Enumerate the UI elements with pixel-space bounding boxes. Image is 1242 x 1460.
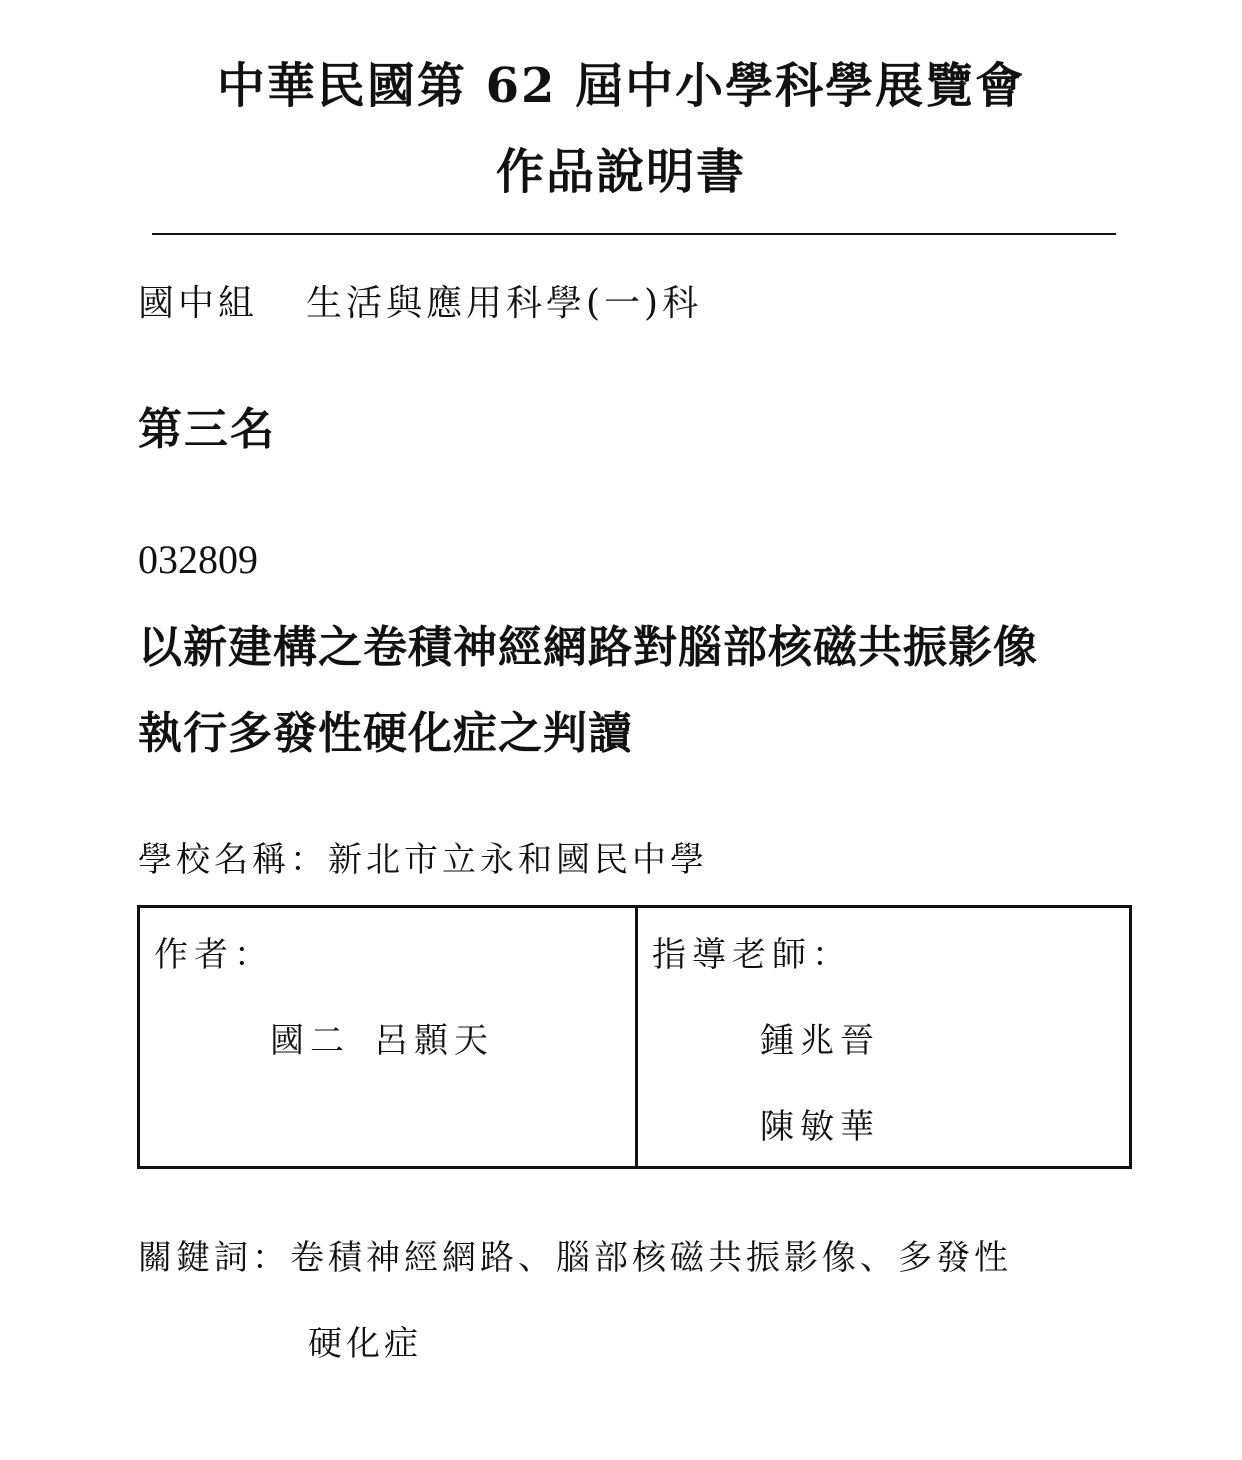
keywords-line-2: 硬化症 [308,1324,422,1364]
author-entry [270,1016,494,1066]
award-label: 第三名 [138,404,276,455]
authors-cell [140,908,638,1166]
school-name: 學校名稱：新北市立永和國民中學 [138,840,708,880]
subject-label: 生活與應用科學(一)科 [306,283,703,324]
document-subtitle: 作品說明書 [495,144,746,200]
advisors-heading: 指導老師： [652,935,852,975]
document-title: 中華民國第 62 屆中小學科學展覽會 [216,58,1026,114]
project-id: 032809 [138,537,258,582]
advisors-cell [638,908,1129,1166]
advisor-name: 陳敏華 [760,1107,880,1147]
credits-table [137,905,1132,1169]
author-grade: 國二 [270,1021,350,1061]
author-name: 呂顥天 [374,1021,494,1061]
title-divider [152,233,1116,235]
keywords-line-1: 關鍵詞：卷積神經網路、腦部核磁共振影像、多發性 [138,1238,1012,1278]
project-title-line-1: 以新建構之卷積神經網路對腦部核磁共振影像 [138,622,1038,673]
project-title-line-2: 執行多發性硬化症之判讀 [138,708,633,759]
group-label: 國中組 [138,283,259,324]
advisor-name: 鍾兆晉 [760,1021,880,1061]
authors-heading: 作者： [154,935,274,975]
category-line [138,276,702,332]
